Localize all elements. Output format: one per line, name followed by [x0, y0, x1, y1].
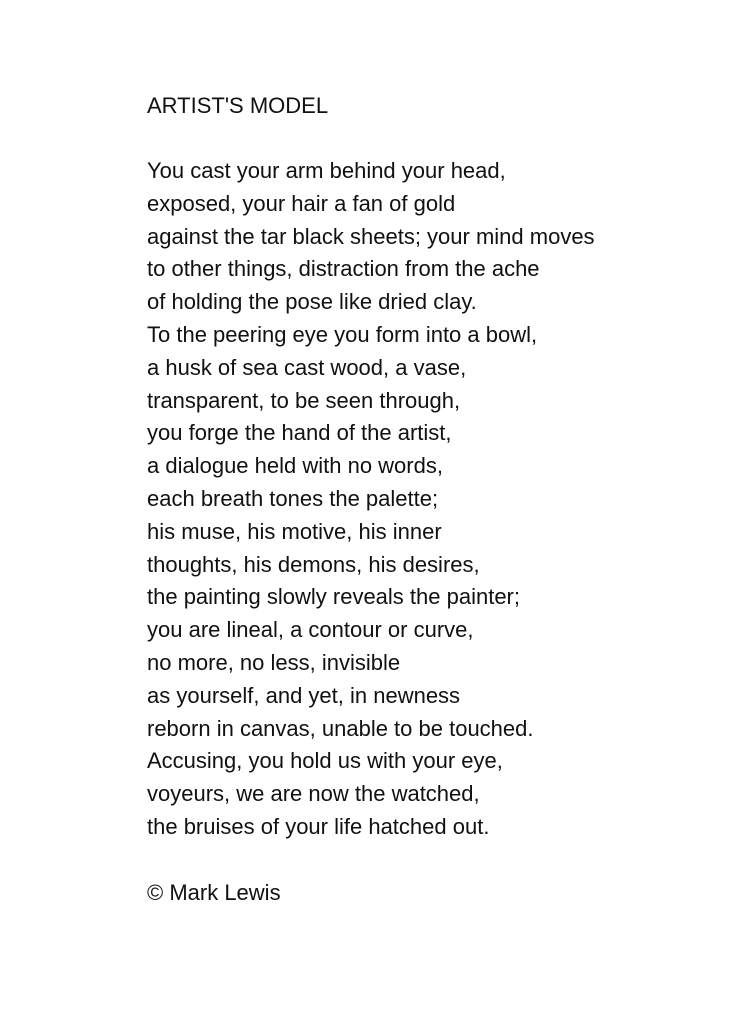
copyright-notice: © Mark Lewis	[147, 879, 281, 905]
poem-line: you forge the hand of the artist,	[147, 420, 452, 446]
poem-line: to other things, distraction from the ache	[147, 256, 540, 282]
poem-line: Accusing, you hold us with your eye,	[147, 748, 503, 774]
poem-line: reborn in canvas, unable to be touched.	[147, 715, 534, 741]
poem-page	[147, 89, 707, 909]
poem-line: You cast your arm behind your head,	[147, 158, 506, 183]
poem-line: of holding the pose like dried clay.	[147, 289, 477, 315]
poem-line: you are lineal, a contour or curve,	[147, 617, 474, 643]
poem-line: a dialogue held with no words,	[147, 453, 443, 479]
poem-line: the painting slowly reveals the painter;	[147, 584, 520, 610]
poem-line: no more, no less, invisible	[147, 649, 401, 675]
poem-line: thoughts, his demons, his desires,	[147, 551, 480, 577]
poem-body	[147, 155, 707, 844]
poem-line: To the peering eye you form into a bowl,	[147, 321, 538, 347]
poem-line: transparent, to be seen through,	[147, 387, 461, 413]
poem-line: the bruises of your life hatched out.	[147, 813, 490, 839]
poem-line: against the tar black sheets; your mind moves	[147, 223, 595, 249]
poem-line: exposed, your hair a fan of gold	[147, 190, 456, 216]
poem-line: a husk of sea cast wood, a vase,	[147, 354, 467, 380]
poem-line: as yourself, and yet, in newness	[147, 682, 461, 708]
poem-line: each breath tones the palette;	[147, 485, 439, 511]
poem-line: his muse, his motive, his inner	[147, 518, 442, 544]
poem-line: voyeurs, we are now the watched,	[147, 781, 480, 807]
poem-title: ARTIST'S MODEL	[147, 93, 329, 118]
